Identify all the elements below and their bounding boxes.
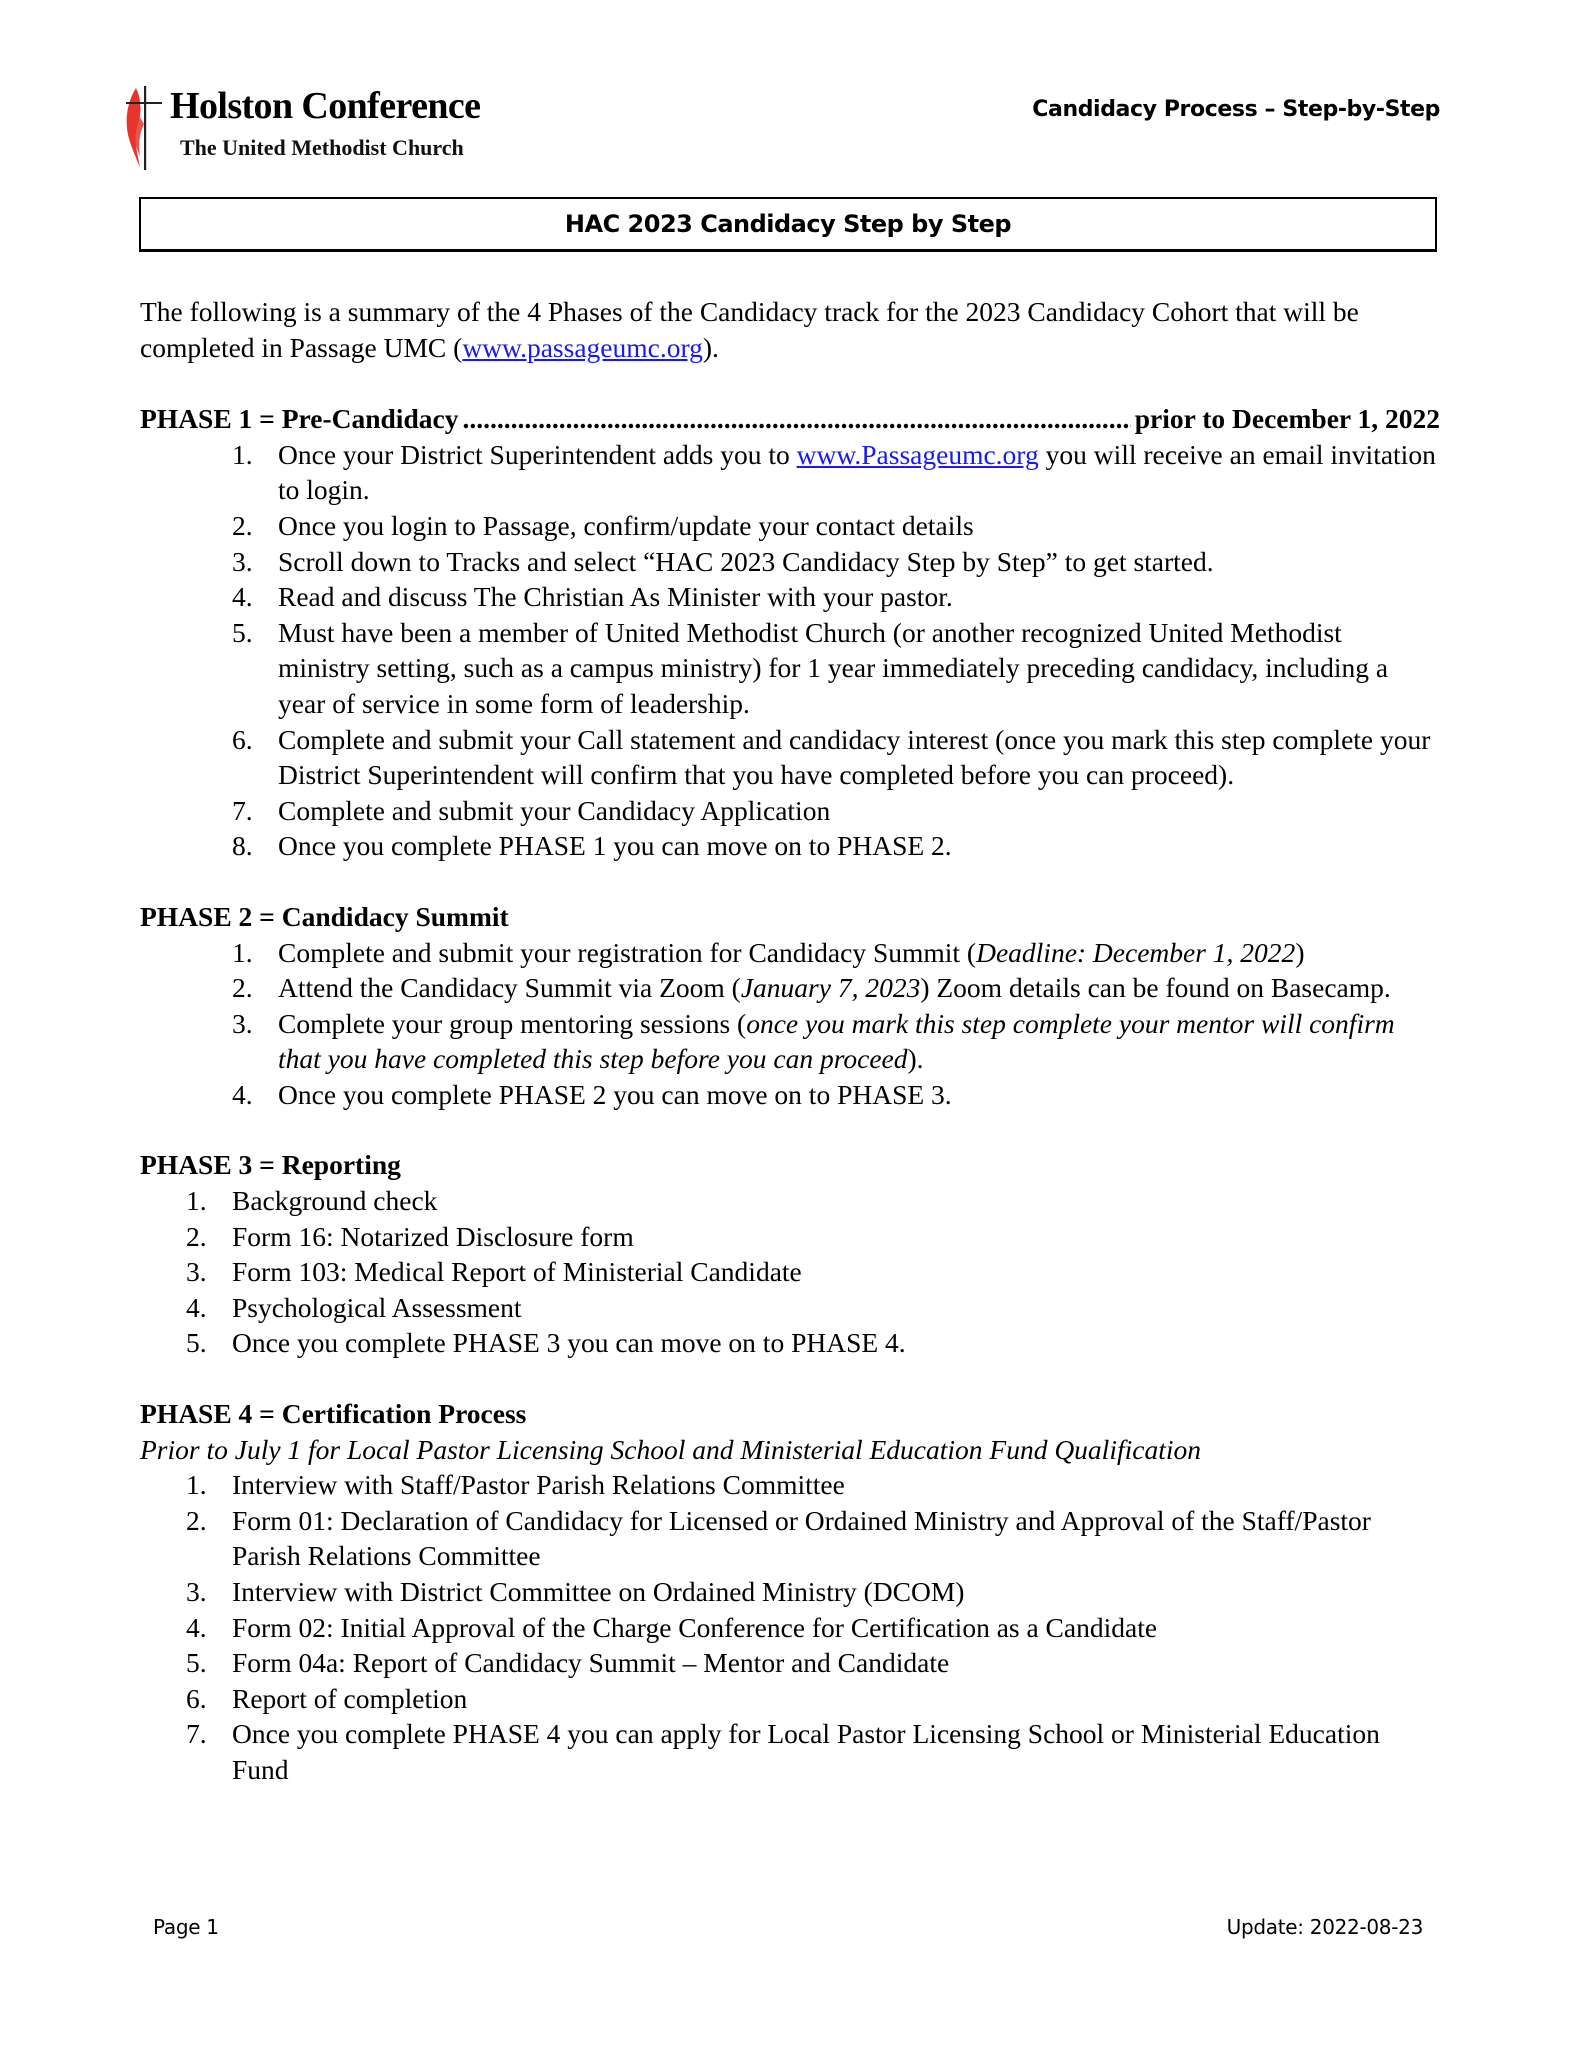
list-item — [140, 437, 1440, 508]
item-number: 3. — [232, 1007, 253, 1039]
list-item — [140, 1610, 1440, 1646]
item-text: Psychological Assessment — [232, 1291, 522, 1323]
item-text: Once you complete PHASE 4 you can apply for Local Pastor Licensing School or Ministerial Education Fund — [232, 1718, 1380, 1785]
logo-title: Holston Conference — [170, 85, 481, 127]
item-text: Read and discuss The Christian As Minister with your pastor. — [278, 581, 953, 613]
phase-1-deadline: prior to December 1, 2022 — [1134, 403, 1440, 435]
item-text: Background check — [232, 1185, 438, 1217]
list-item — [140, 935, 1440, 971]
phase-4-heading: PHASE 4 = Certification Process — [140, 1398, 527, 1430]
item-number: 3. — [186, 1576, 207, 1607]
item-text: Complete your group mentoring sessions ( — [278, 1007, 747, 1039]
mentor-note: once you mark this step complete your mentor will confirm that you have completed this step before you can proceed — [278, 1007, 1395, 1075]
item-text: Interview with Staff/Pastor Parish Relations Committee — [232, 1469, 845, 1501]
phase-1-list — [140, 437, 1440, 864]
phase-1-title: PHASE 1 = Pre-Candidacy — [140, 403, 459, 435]
phase-1-heading — [140, 401, 1440, 437]
item-number: 4. — [186, 1291, 207, 1323]
intro-text-end: ). — [702, 331, 719, 363]
list-item — [140, 1645, 1440, 1681]
item-text: ) — [1295, 936, 1305, 968]
item-number: 3. — [232, 545, 253, 577]
intro-paragraph — [140, 294, 1440, 365]
document-header-label: Candidacy Process – Step-by-Step — [1032, 97, 1440, 122]
item-number: 4. — [186, 1611, 207, 1643]
page-number: Page 1 — [153, 1915, 219, 1939]
item-number: 2. — [186, 1504, 207, 1536]
item-text: Must have been a member of United Methodist Church (or another recognized United Methodist ministry setting, such as a campus ministry) for 1 year immediately preceding candidacy, including a year of service in some form of leadership. — [278, 616, 1389, 719]
list-item — [140, 1681, 1440, 1717]
item-text: Complete and submit your Call statement and candidacy interest (once you mark this step complete your District Superintendent will confirm that you have completed before you can proceed). — [278, 723, 1431, 791]
list-item — [140, 579, 1440, 615]
passageumc-link[interactable]: www.passageumc.org — [462, 331, 703, 363]
phase-3-list — [140, 1183, 1440, 1361]
item-text: ). — [907, 1043, 924, 1075]
item-text: Form 01: Declaration of Candidacy for Licensed or Ordained Ministry and Approval of the Staff/Pastor Parish Relations Committee — [232, 1504, 1371, 1572]
item-text: Interview with District Committee on Ordained Ministry (DCOM) — [232, 1576, 965, 1607]
list-item — [140, 1467, 1440, 1503]
document-body — [140, 294, 1440, 1823]
list-item — [140, 1290, 1440, 1326]
phase-4-list — [140, 1467, 1440, 1787]
list-item — [140, 1183, 1440, 1219]
passageumc-link[interactable]: www.Passageumc.org — [796, 438, 1039, 470]
item-text: you will receive an email invitation to login. — [278, 438, 1436, 506]
item-text: Complete and submit your Candidacy Application — [278, 794, 831, 826]
list-item — [140, 1077, 1440, 1113]
update-date: Update: 2022-08-23 — [1226, 1915, 1423, 1939]
item-number: 2. — [232, 972, 253, 1004]
item-text: Complete and submit your registration for Candidacy Summit ( — [278, 936, 977, 968]
item-number: 5. — [232, 616, 253, 648]
item-text: Scroll down to Tracks and select “HAC 2023 Candidacy Step by Step” to get started. — [278, 545, 1214, 577]
item-number: 1. — [186, 1185, 207, 1217]
item-text: Form 02: Initial Approval of the Charge Conference for Certification as a Candidate — [232, 1611, 1158, 1643]
list-item — [140, 544, 1440, 580]
item-number: 3. — [186, 1256, 207, 1288]
item-number: 6. — [232, 723, 253, 755]
list-item — [140, 615, 1440, 722]
item-number: 2. — [186, 1220, 207, 1252]
phase-3-heading: PHASE 3 = Reporting — [140, 1149, 401, 1181]
item-text: Form 04a: Report of Candidacy Summit – Mentor and Candidate — [232, 1647, 950, 1679]
item-text: Once your District Superintendent adds you to — [278, 438, 797, 470]
deadline-text: Deadline: December 1, 2022 — [976, 936, 1296, 968]
item-text: Once you complete PHASE 3 you can move on to PHASE 4. — [232, 1327, 906, 1359]
intro-text: The following is a summary of the 4 Phases of the Candidacy track for the 2023 Candidacy Cohort that will be completed in Passage UMC ( — [140, 296, 1359, 363]
item-text: Form 16: Notarized Disclosure form — [232, 1220, 634, 1252]
phase-2-heading: PHASE 2 = Candidacy Summit — [140, 900, 509, 932]
item-text: Report of completion — [232, 1682, 468, 1714]
list-item — [140, 722, 1440, 793]
list-item — [140, 508, 1440, 544]
item-number: 8. — [232, 830, 253, 862]
list-item — [140, 1219, 1440, 1255]
list-item — [140, 1325, 1440, 1361]
item-number: 5. — [186, 1647, 207, 1679]
item-number: 7. — [232, 794, 253, 826]
document-title-box — [139, 197, 1437, 252]
list-item — [140, 1254, 1440, 1290]
summit-date: January 7, 2023 — [740, 972, 921, 1004]
holston-conference-logo — [122, 80, 522, 170]
logo-subtitle: The United Methodist Church — [180, 135, 464, 160]
item-number: 6. — [186, 1682, 207, 1714]
list-item — [140, 1574, 1440, 1610]
item-number: 4. — [232, 581, 253, 613]
item-number: 1. — [232, 936, 253, 968]
list-item — [140, 828, 1440, 864]
cross-and-flame-icon — [122, 84, 162, 170]
item-number: 4. — [232, 1078, 253, 1110]
item-text: Once you complete PHASE 1 you can move on to PHASE 2. — [278, 830, 952, 862]
item-text: Form 103: Medical Report of Ministerial Candidate — [232, 1256, 802, 1288]
document-title: HAC 2023 Candidacy Step by Step — [564, 210, 1012, 238]
item-number: 2. — [232, 509, 253, 541]
list-item — [140, 1716, 1440, 1787]
list-item — [140, 1503, 1440, 1574]
list-item — [140, 970, 1440, 1006]
item-number: 1. — [232, 438, 253, 470]
dot-leader — [462, 401, 1130, 437]
item-text: Once you complete PHASE 2 you can move on to PHASE 3. — [278, 1078, 952, 1110]
item-text: ) Zoom details can be found on Basecamp. — [920, 972, 1391, 1004]
list-item — [140, 1006, 1440, 1077]
item-number: 1. — [186, 1469, 207, 1501]
item-number: 7. — [186, 1718, 207, 1750]
item-text: Attend the Candidacy Summit via Zoom ( — [278, 972, 741, 1004]
phase-2-list — [140, 935, 1440, 1113]
item-text: Once you login to Passage, confirm/update your contact details — [278, 509, 974, 541]
item-number: 5. — [186, 1327, 207, 1359]
phase-4-subheading: Prior to July 1 for Local Pastor Licensing School and Ministerial Education Fund Qualification — [140, 1433, 1201, 1465]
list-item — [140, 793, 1440, 829]
